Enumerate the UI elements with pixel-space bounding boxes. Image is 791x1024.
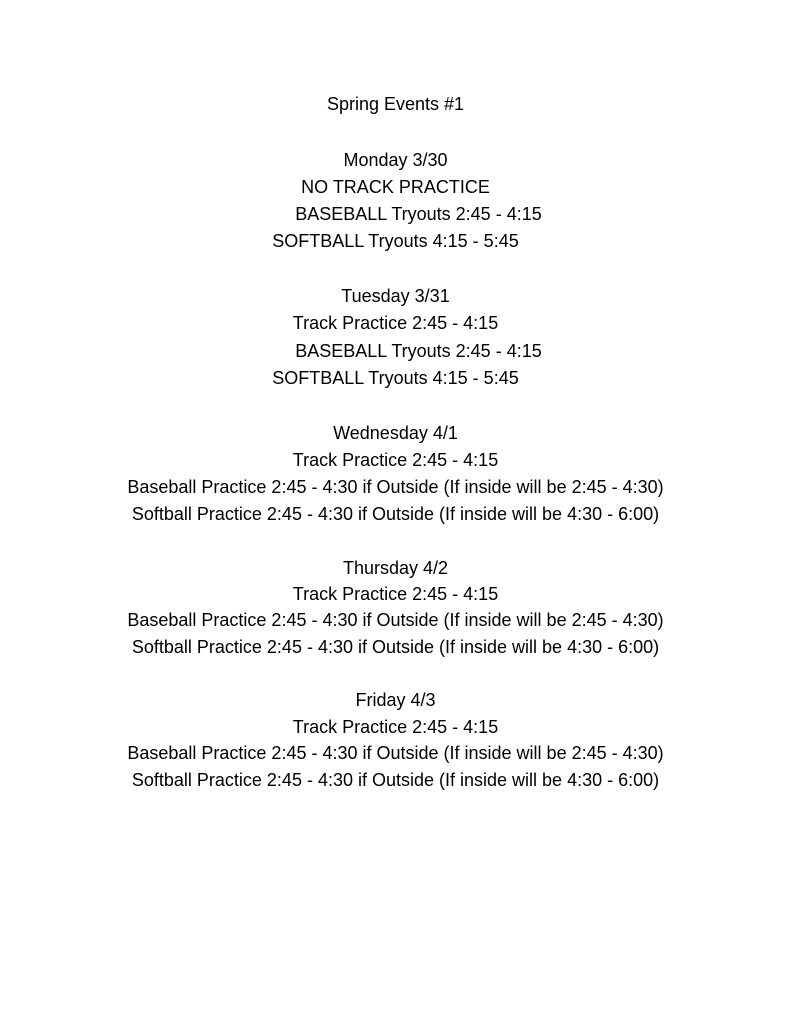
event-line: BASEBALL Tryouts 2:45 - 4:15: [295, 341, 542, 361]
event-line: Track Practice 2:45 - 4:15: [292, 717, 499, 737]
event-line: Track Practice 2:45 - 4:15: [292, 313, 499, 333]
document-title: Spring Events #1: [326, 94, 465, 114]
event-line: Baseball Practice 2:45 - 4:30 if Outside (If inside will be 2:45 - 4:30): [127, 743, 664, 763]
event-line: Softball Practice 2:45 - 4:30 if Outside (If inside will be 4:30 - 6:00): [131, 637, 660, 657]
event-line: Track Practice 2:45 - 4:15: [292, 450, 499, 470]
event-line: Baseball Practice 2:45 - 4:30 if Outside (If inside will be 2:45 - 4:30): [127, 477, 664, 497]
day-heading-thursday: Thursday 4/2: [342, 558, 449, 578]
event-line: Track Practice 2:45 - 4:15: [292, 584, 499, 604]
event-line: BASEBALL Tryouts 2:45 - 4:15: [295, 204, 542, 224]
event-line: Baseball Practice 2:45 - 4:30 if Outside (If inside will be 2:45 - 4:30): [127, 610, 664, 630]
event-line: Softball Practice 2:45 - 4:30 if Outside (If inside will be 4:30 - 6:00): [131, 504, 660, 524]
day-heading-wednesday: Wednesday 4/1: [333, 423, 458, 443]
event-line: NO TRACK PRACTICE: [301, 177, 490, 197]
event-line: SOFTBALL Tryouts 4:15 - 5:45: [272, 231, 519, 251]
event-line: Softball Practice 2:45 - 4:30 if Outside (If inside will be 4:30 - 6:00): [131, 770, 660, 790]
day-heading-tuesday: Tuesday 3/31: [341, 286, 450, 306]
day-heading-monday: Monday 3/30: [343, 150, 448, 170]
day-heading-friday: Friday 4/3: [355, 690, 436, 710]
event-line: SOFTBALL Tryouts 4:15 - 5:45: [272, 368, 519, 388]
